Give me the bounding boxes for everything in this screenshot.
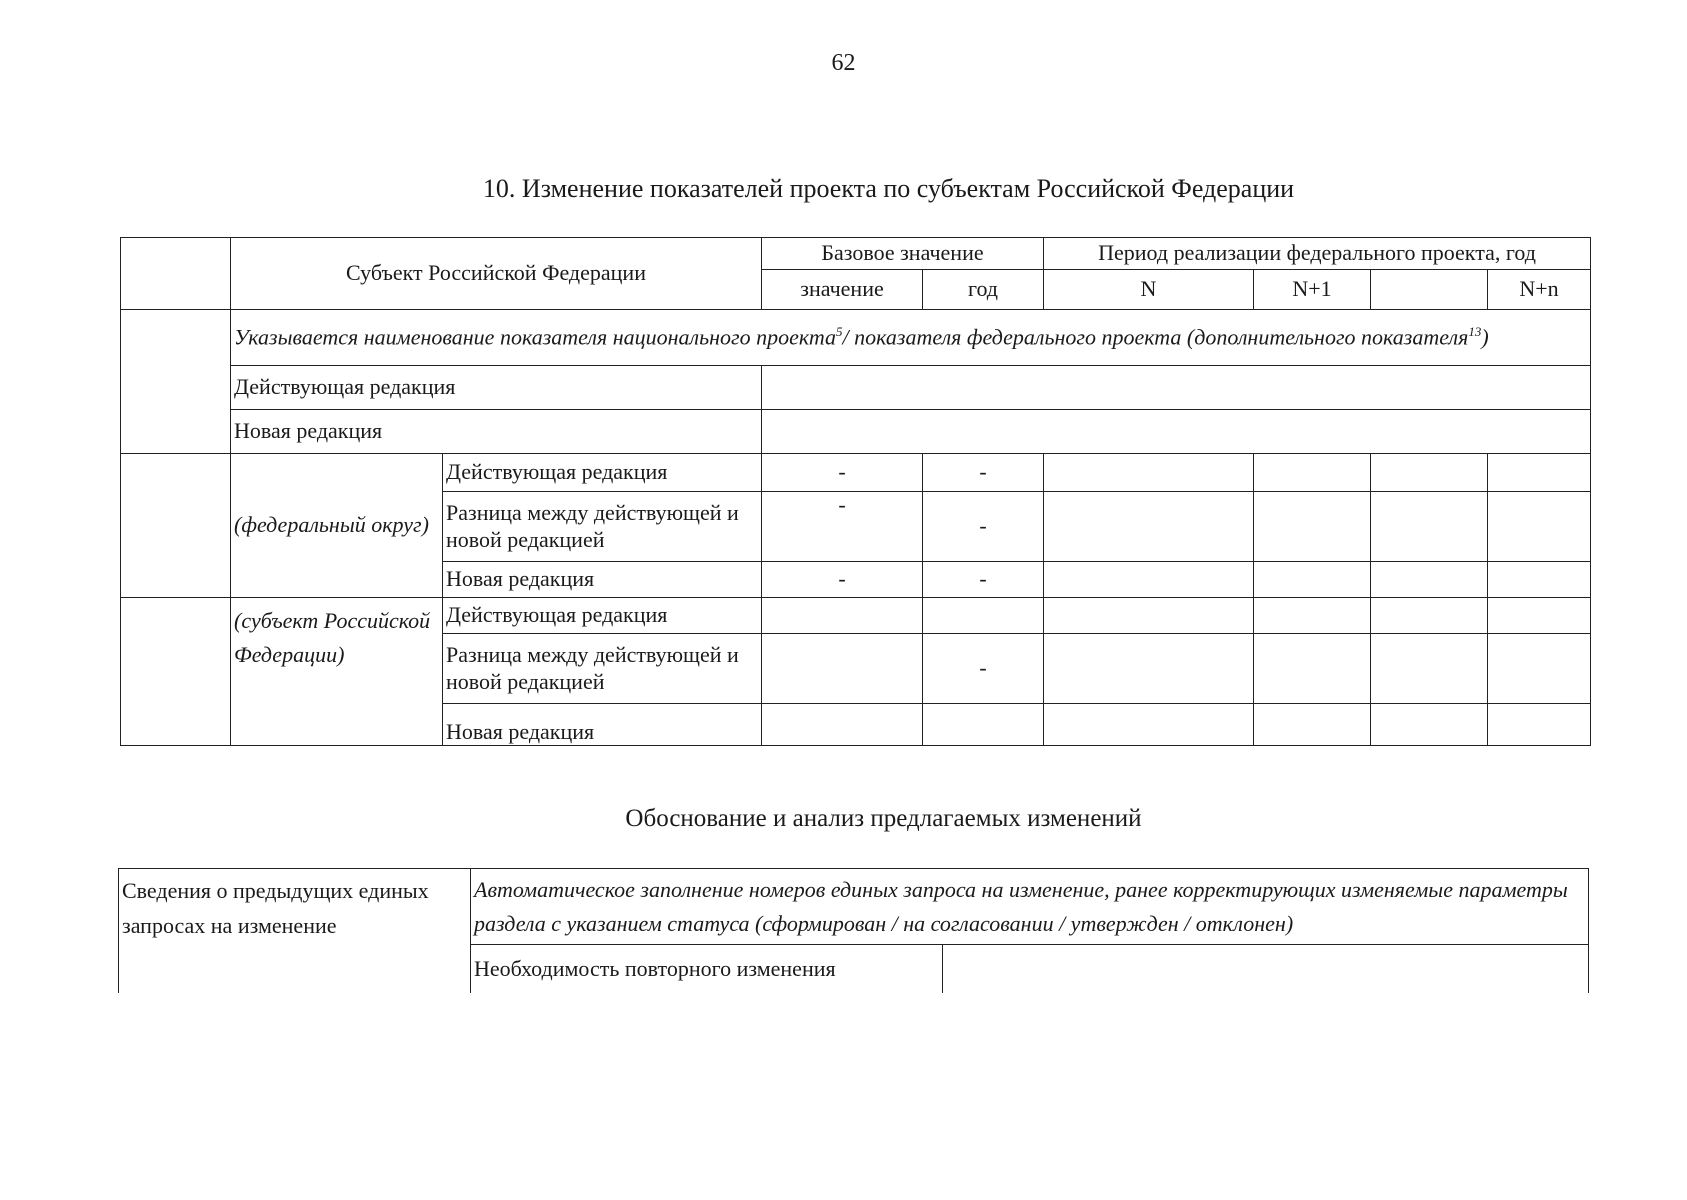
- blank-header-cell: [121, 238, 231, 310]
- subject-diff-label: Разница между действующей и новой редакцией: [443, 634, 762, 704]
- blank-indicator-cell: [121, 310, 231, 454]
- district-new-year-dash: -: [923, 562, 1044, 598]
- subject-current-value: [762, 598, 923, 634]
- subject-current-n1: [1254, 598, 1371, 634]
- indicator-text-2: / показателя федерального проекта (дополнительного показателя: [842, 324, 1469, 350]
- indicator-row: [121, 310, 1591, 366]
- subject-label: (субъект Российской Федерации): [231, 598, 443, 746]
- subject-current-n: [1044, 598, 1254, 634]
- prev-requests-row: [119, 869, 1589, 945]
- value-subheader: значение: [762, 270, 923, 310]
- subject-diff-value: [762, 634, 923, 704]
- subject-new-nn: [1488, 704, 1591, 746]
- subject-current-label: Действующая редакция: [443, 598, 762, 634]
- district-current-label: Действующая редакция: [443, 454, 762, 492]
- subject-header: Субъект Российской Федерации: [231, 238, 762, 310]
- district-diff-label: Разница между действующей и новой редакцией: [443, 492, 762, 562]
- n-subheader: N: [1044, 270, 1254, 310]
- header-row-1: [121, 238, 1591, 270]
- district-current-blank: [1371, 454, 1488, 492]
- current-edition-value: [762, 366, 1591, 410]
- subject-new-n1: [1254, 704, 1371, 746]
- district-diff-n1: [1254, 492, 1371, 562]
- district-new-blank: [1371, 562, 1488, 598]
- district-new-n: [1044, 562, 1254, 598]
- district-new-label: Новая редакция: [443, 562, 762, 598]
- footnote-ref-5: 5: [836, 324, 843, 340]
- subject-diff-nn: [1488, 634, 1591, 704]
- n-plus-n-subheader: N+n: [1488, 270, 1591, 310]
- new-edition-value: [762, 410, 1591, 454]
- district-diff-nn: [1488, 492, 1591, 562]
- district-current-n: [1044, 454, 1254, 492]
- new-edition-label: Новая редакция: [231, 410, 762, 454]
- district-current-value-dash: -: [762, 454, 923, 492]
- indicator-text-3: ): [1481, 324, 1489, 350]
- subject-current-row: [121, 598, 1591, 634]
- district-current-nn: [1488, 454, 1591, 492]
- blank-subject-cell: [121, 598, 231, 746]
- subject-diff-blank: [1371, 634, 1488, 704]
- auto-fill-text: Автоматическое заполнение номеров единых запроса на изменение, ранее корректирующих изменяемые параметры раздела с указанием статуса (сформирован / на согласовании / утвержден / отклонен): [471, 869, 1589, 945]
- base-value-header: Базовое значение: [762, 238, 1044, 270]
- district-new-nn: [1488, 562, 1591, 598]
- indicator-changes-table: [120, 237, 1591, 746]
- district-current-row: [121, 454, 1591, 492]
- subject-new-n: [1044, 704, 1254, 746]
- analysis-title: Обоснование и анализ предлагаемых изменений: [625, 805, 1142, 832]
- section-title: 10. Изменение показателей проекта по субъектам Российской Федерации: [482, 174, 1295, 203]
- subject-new-year: [923, 704, 1044, 746]
- subject-new-blank: [1371, 704, 1488, 746]
- subject-current-nn: [1488, 598, 1591, 634]
- blank-district-cell: [121, 454, 231, 598]
- district-current-year-dash: -: [923, 454, 1044, 492]
- subject-diff-year-dash: -: [923, 634, 1044, 704]
- footnote-ref-13: 13: [1468, 324, 1482, 340]
- district-new-value-dash: -: [762, 562, 923, 598]
- n-plus-1-subheader: N+1: [1254, 270, 1371, 310]
- district-diff-year-dash: -: [923, 492, 1044, 562]
- page-number: 62: [831, 50, 856, 76]
- period-header: Период реализации федерального проекта, год: [1044, 238, 1591, 270]
- blank-period-subheader: [1371, 270, 1488, 310]
- district-diff-n: [1044, 492, 1254, 562]
- repeat-change-label: Необходимость повторного изменения: [471, 945, 943, 993]
- subject-new-label: Новая редакция: [443, 704, 762, 746]
- district-label: (федеральный округ): [231, 454, 443, 598]
- indicator-text: Указывается наименование показателя национального проекта: [234, 324, 837, 350]
- subject-current-blank: [1371, 598, 1488, 634]
- current-edition-row: [121, 366, 1591, 410]
- prev-requests-label: Сведения о предыдущих единых запросах на изменение: [119, 869, 471, 993]
- analysis-table: [118, 868, 1589, 993]
- new-edition-row: [121, 410, 1591, 454]
- district-current-n1: [1254, 454, 1371, 492]
- subject-current-year: [923, 598, 1044, 634]
- district-diff-value-dash: -: [762, 492, 923, 562]
- repeat-change-value: [943, 945, 1589, 993]
- district-new-n1: [1254, 562, 1371, 598]
- district-diff-blank: [1371, 492, 1488, 562]
- subject-diff-n1: [1254, 634, 1371, 704]
- indicator-name-cell: [231, 310, 1591, 366]
- subject-new-value: [762, 704, 923, 746]
- subject-diff-n: [1044, 634, 1254, 704]
- current-edition-label: Действующая редакция: [231, 366, 762, 410]
- year-subheader: год: [923, 270, 1044, 310]
